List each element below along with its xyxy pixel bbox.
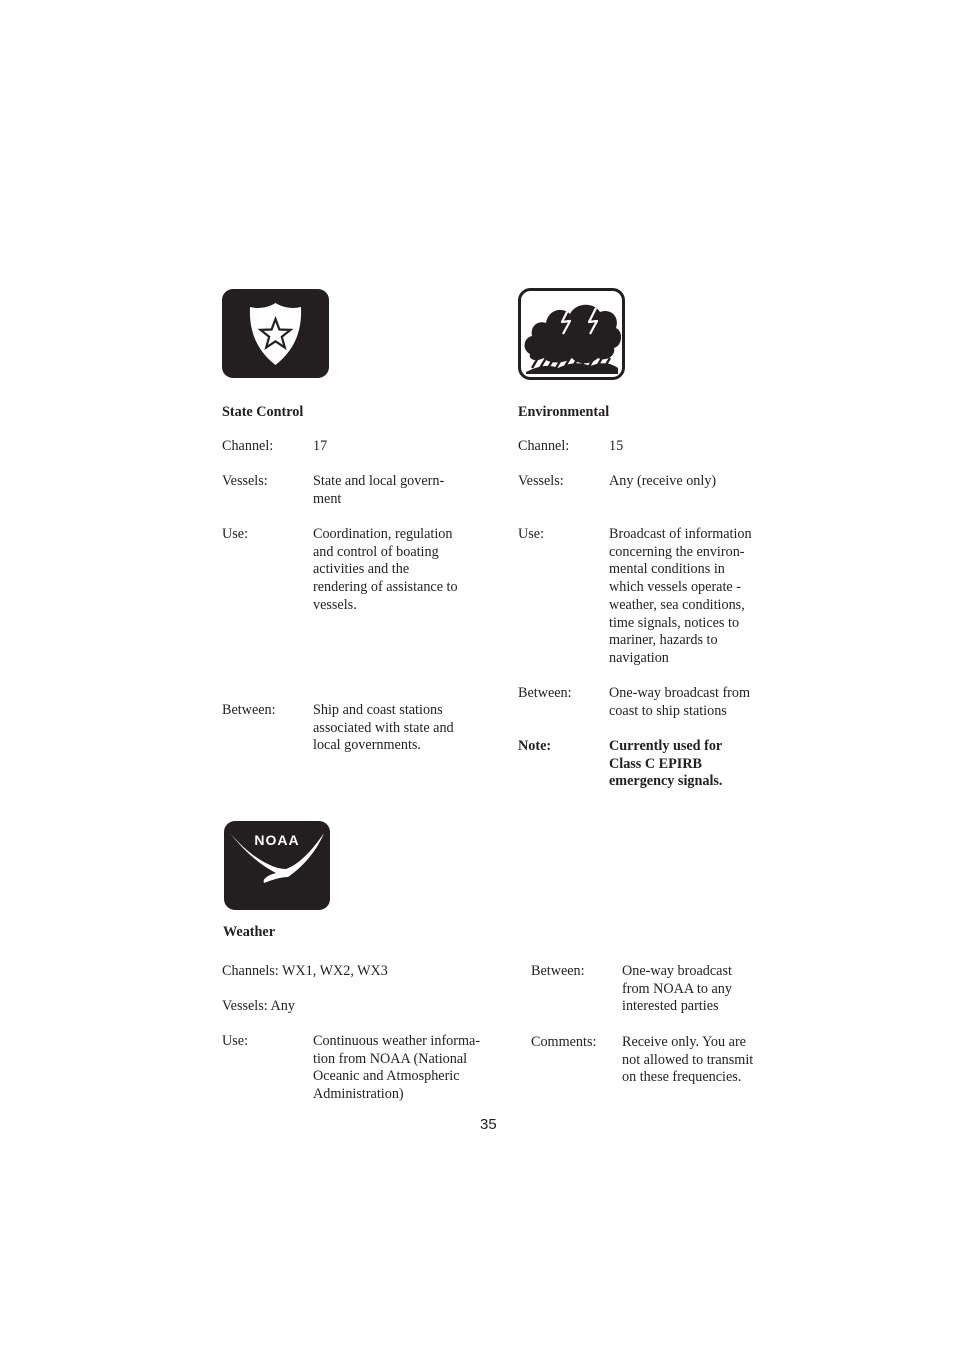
channel-value: 15 bbox=[609, 438, 624, 454]
note-value: Currently used for Class C EPIRB emergency signals. bbox=[609, 738, 723, 790]
channels-text: Channels: WX1, WX2, WX3 bbox=[222, 963, 388, 979]
between-label: Between: bbox=[531, 963, 585, 979]
section-title: State Control bbox=[222, 404, 304, 420]
vessels-label: Vessels: bbox=[222, 473, 268, 489]
noaa-logo-text: NOAA bbox=[254, 832, 300, 848]
channel-label: Channel: bbox=[222, 438, 274, 454]
use-value: Broadcast of information concerning the environ- mental conditions in which vessels operate - weather, sea conditions, time signals, notices to mariner, hazards to navigation bbox=[609, 526, 752, 666]
use-value: Coordination, regulation and control of boating activities and the rendering of assistance to vessels. bbox=[313, 526, 458, 613]
police-badge-star-icon bbox=[222, 289, 329, 378]
vessels-value: Any (receive only) bbox=[609, 473, 717, 489]
comments-label: Comments: bbox=[531, 1034, 597, 1050]
section-title: Environmental bbox=[518, 404, 610, 420]
use-label: Use: bbox=[222, 1033, 249, 1049]
between-value: Ship and coast stations associated with state and local governments. bbox=[313, 702, 454, 754]
use-label: Use: bbox=[222, 526, 249, 542]
channel-label: Channel: bbox=[518, 438, 570, 454]
comments-value: Receive only. You are not allowed to transmit on these frequencies. bbox=[622, 1034, 754, 1086]
vessels-value: State and local govern- ment bbox=[313, 473, 445, 507]
between-value: One-way broadcast from coast to ship stations bbox=[609, 685, 751, 719]
between-label: Between: bbox=[222, 702, 276, 718]
note-label: Note: bbox=[518, 738, 552, 754]
section-title: Weather bbox=[223, 924, 276, 940]
vessels-label: Vessels: bbox=[518, 473, 564, 489]
channel-value: 17 bbox=[313, 438, 328, 454]
between-value: One-way broadcast from NOAA to any interested parties bbox=[622, 963, 732, 1015]
page-number: 35 bbox=[480, 1116, 497, 1133]
storm-cloud-lightning-icon bbox=[518, 288, 625, 380]
noaa-bird-logo-icon bbox=[224, 821, 330, 910]
use-value: Continuous weather informa- tion from NOAA (National Oceanic and Atmospheric Administration) bbox=[313, 1033, 481, 1103]
use-label: Use: bbox=[518, 526, 545, 542]
between-label: Between: bbox=[518, 685, 572, 701]
vessels-text: Vessels: Any bbox=[222, 998, 295, 1014]
